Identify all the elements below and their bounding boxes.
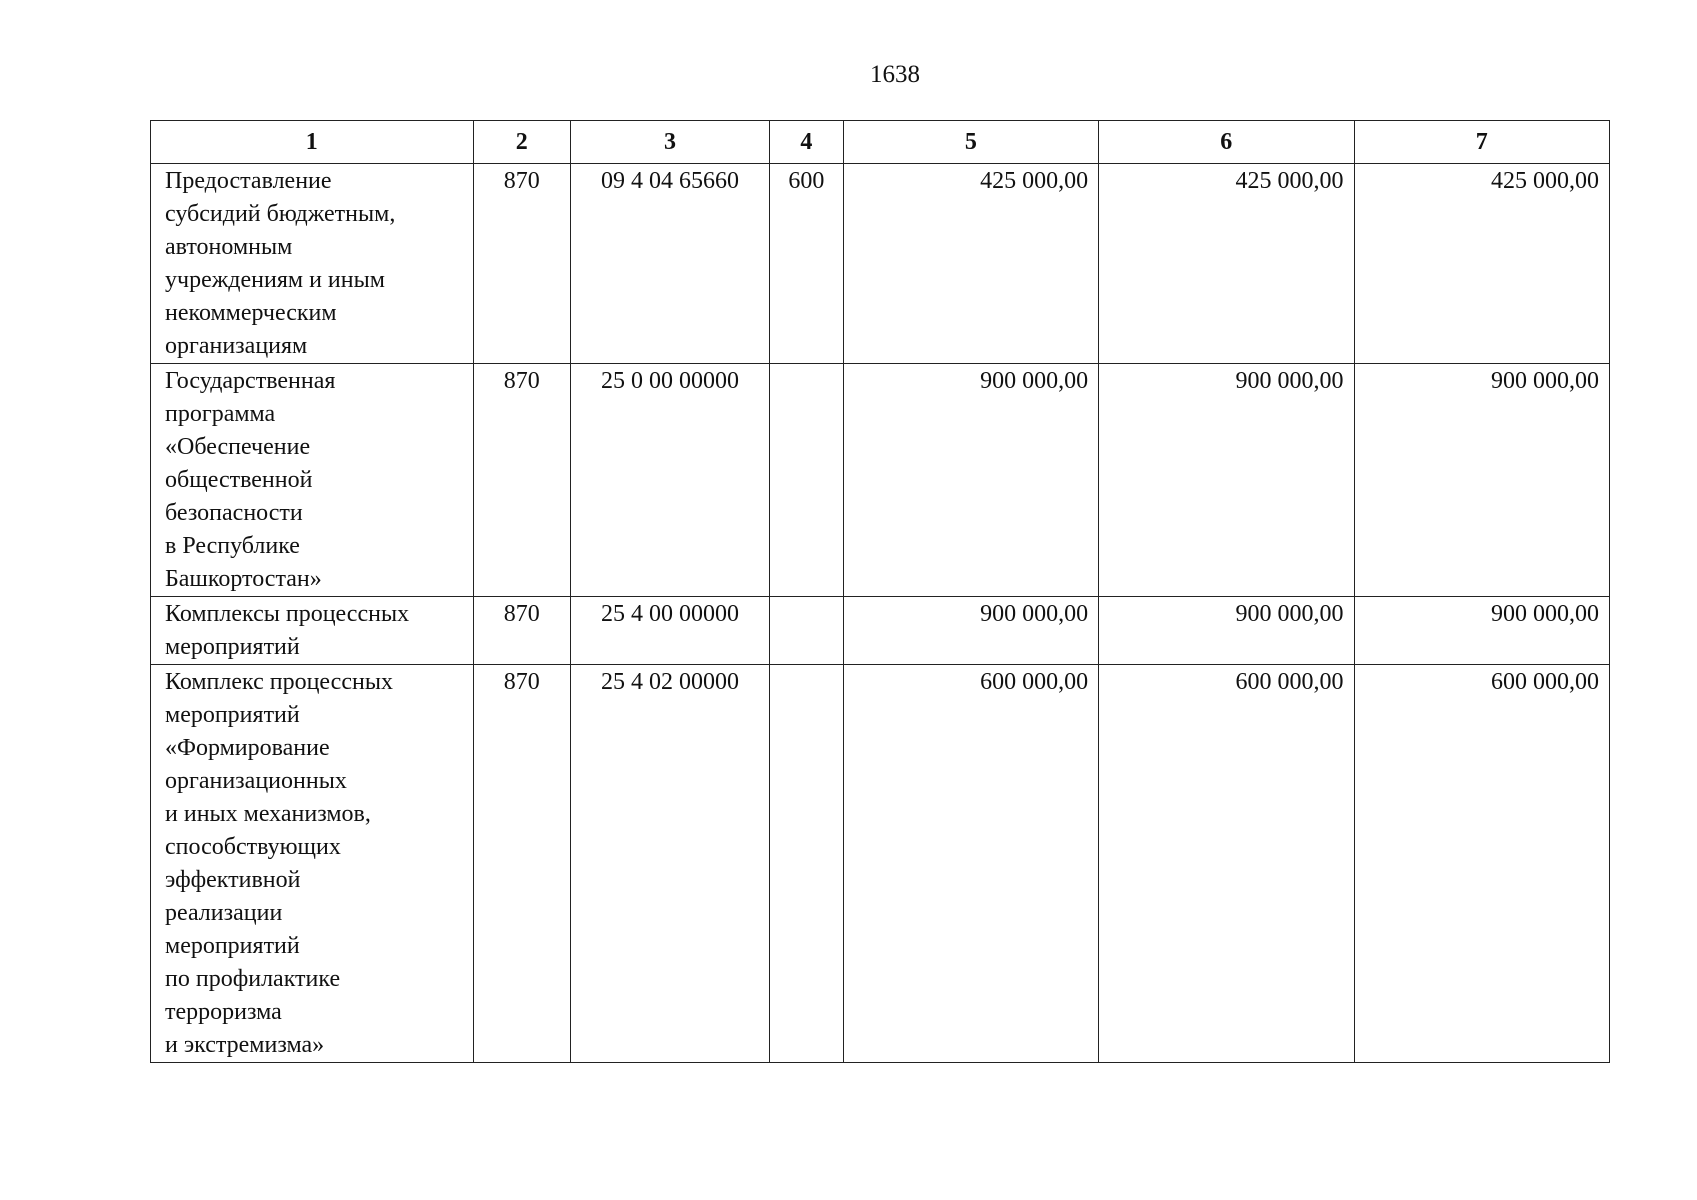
row-name-cell: Комплекс процессных мероприятий «Формирование организационных и иных механизмов, способствующих эффективной реализации мероприятий по профилактике терроризма и экстремизма» <box>151 665 474 1063</box>
row-name-cell: Предоставление субсидий бюджетным, автономным учреждениям и иным некоммерческим организациям <box>151 164 474 364</box>
row-amount-7-cell: 425 000,00 <box>1354 164 1609 364</box>
row-code-cell: 870 <box>473 164 570 364</box>
row-amount-7-cell: 900 000,00 <box>1354 597 1609 665</box>
column-header-6: 6 <box>1099 121 1354 164</box>
row-amount-5-cell: 425 000,00 <box>843 164 1098 364</box>
column-header-2: 2 <box>473 121 570 164</box>
row-amount-6-cell: 425 000,00 <box>1099 164 1354 364</box>
table-row <box>151 364 1610 597</box>
column-header-7: 7 <box>1354 121 1609 164</box>
table-header-row <box>151 121 1610 164</box>
row-amount-6-cell: 900 000,00 <box>1099 364 1354 597</box>
row-code-cell: 870 <box>473 597 570 665</box>
row-amount-7-cell: 600 000,00 <box>1354 665 1609 1063</box>
column-header-3: 3 <box>570 121 769 164</box>
row-name-cell: Государственная программа «Обеспечение общественной безопасности в Республике Башкортостан» <box>151 364 474 597</box>
row-csr-cell: 25 0 00 00000 <box>570 364 769 597</box>
row-amount-6-cell: 900 000,00 <box>1099 597 1354 665</box>
row-csr-cell: 25 4 00 00000 <box>570 597 769 665</box>
row-csr-cell: 25 4 02 00000 <box>570 665 769 1063</box>
table-row <box>151 597 1610 665</box>
row-vr-cell <box>770 665 844 1063</box>
column-header-5: 5 <box>843 121 1098 164</box>
row-amount-6-cell: 600 000,00 <box>1099 665 1354 1063</box>
page-number: 1638 <box>870 61 920 88</box>
table-row <box>151 164 1610 364</box>
row-csr-cell: 09 4 04 65660 <box>570 164 769 364</box>
row-vr-cell: 600 <box>770 164 844 364</box>
row-vr-cell <box>770 597 844 665</box>
row-code-cell: 870 <box>473 665 570 1063</box>
row-name-cell: Комплексы процессных мероприятий <box>151 597 474 665</box>
budget-table <box>150 120 1610 1063</box>
row-code-cell: 870 <box>473 364 570 597</box>
column-header-1: 1 <box>151 121 474 164</box>
table-row <box>151 665 1610 1063</box>
row-amount-7-cell: 900 000,00 <box>1354 364 1609 597</box>
row-vr-cell <box>770 364 844 597</box>
row-amount-5-cell: 900 000,00 <box>843 364 1098 597</box>
row-amount-5-cell: 900 000,00 <box>843 597 1098 665</box>
column-header-4: 4 <box>770 121 844 164</box>
row-amount-5-cell: 600 000,00 <box>843 665 1098 1063</box>
